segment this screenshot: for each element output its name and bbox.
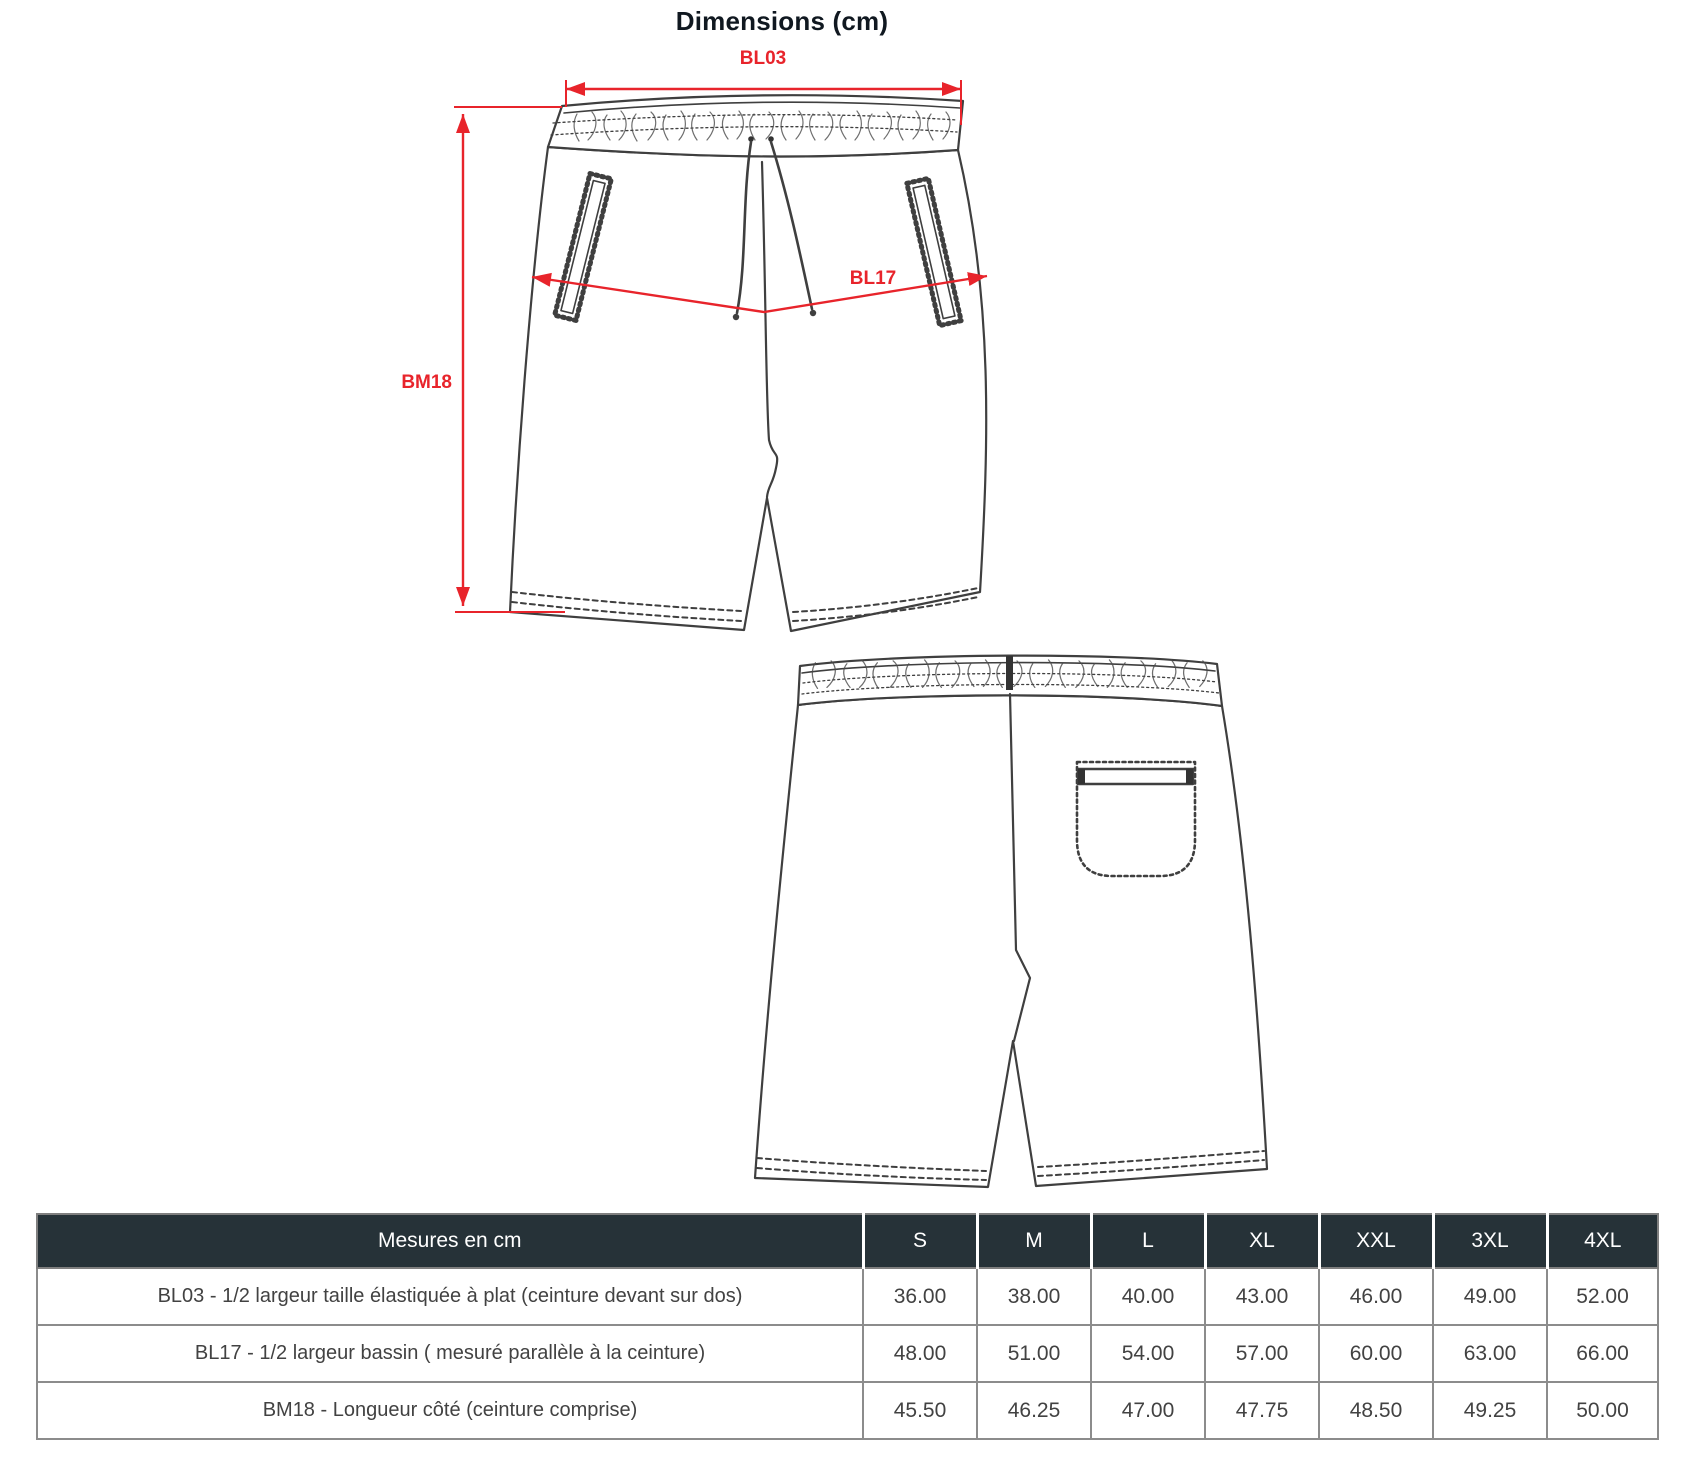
back-waistband-center-tab	[1006, 656, 1013, 690]
value-cell: 63.00	[1433, 1325, 1547, 1382]
table-header-row	[37, 1214, 1658, 1268]
shorts-back-view	[755, 656, 1267, 1187]
value-cell: 40.00	[1091, 1268, 1205, 1325]
row-label-bl03: BL03 - 1/2 largeur taille élastiquée à plat (ceinture devant sur dos)	[37, 1268, 863, 1325]
value-cell: 38.00	[977, 1268, 1091, 1325]
value-cell: 46.25	[977, 1382, 1091, 1439]
dimension-label-bl03: BL03	[739, 48, 787, 69]
row-label-bm18: BM18 - Longueur côté (ceinture comprise)	[37, 1382, 863, 1439]
col-header-3xl: 3XL	[1433, 1214, 1547, 1268]
shorts-front-view	[510, 95, 986, 631]
dimension-label-bm18: BM18	[401, 372, 452, 393]
col-header-l: L	[1091, 1214, 1205, 1268]
value-cell: 48.00	[863, 1325, 977, 1382]
value-cell: 51.00	[977, 1325, 1091, 1382]
value-cell: 49.00	[1433, 1268, 1547, 1325]
col-header-s: S	[863, 1214, 977, 1268]
col-header-m: M	[977, 1214, 1091, 1268]
value-cell: 50.00	[1547, 1382, 1658, 1439]
table-row-bl03	[37, 1268, 1658, 1325]
value-cell: 52.00	[1547, 1268, 1658, 1325]
value-cell: 47.75	[1205, 1382, 1319, 1439]
value-cell: 54.00	[1091, 1325, 1205, 1382]
value-cell: 60.00	[1319, 1325, 1433, 1382]
row-label-bl17: BL17 - 1/2 largeur bassin ( mesuré parallèle à la ceinture)	[37, 1325, 863, 1382]
value-cell: 43.00	[1205, 1268, 1319, 1325]
value-cell: 47.00	[1091, 1382, 1205, 1439]
col-header-xl: XL	[1205, 1214, 1319, 1268]
value-cell: 48.50	[1319, 1382, 1433, 1439]
value-cell: 57.00	[1205, 1325, 1319, 1382]
col-header-mesures: Mesures en cm	[37, 1214, 863, 1268]
value-cell: 45.50	[863, 1382, 977, 1439]
dimension-label-bl17: BL17	[849, 268, 897, 289]
page-title: Dimensions (cm)	[675, 6, 889, 36]
col-header-4xl: 4XL	[1547, 1214, 1658, 1268]
table-row-bm18	[37, 1382, 1658, 1439]
value-cell: 46.00	[1319, 1268, 1433, 1325]
value-cell: 36.00	[863, 1268, 977, 1325]
col-header-xxl: XXL	[1319, 1214, 1433, 1268]
value-cell: 66.00	[1547, 1325, 1658, 1382]
value-cell: 49.25	[1433, 1382, 1547, 1439]
size-measurements-table	[36, 1213, 1659, 1440]
table-row-bl17	[37, 1325, 1658, 1382]
